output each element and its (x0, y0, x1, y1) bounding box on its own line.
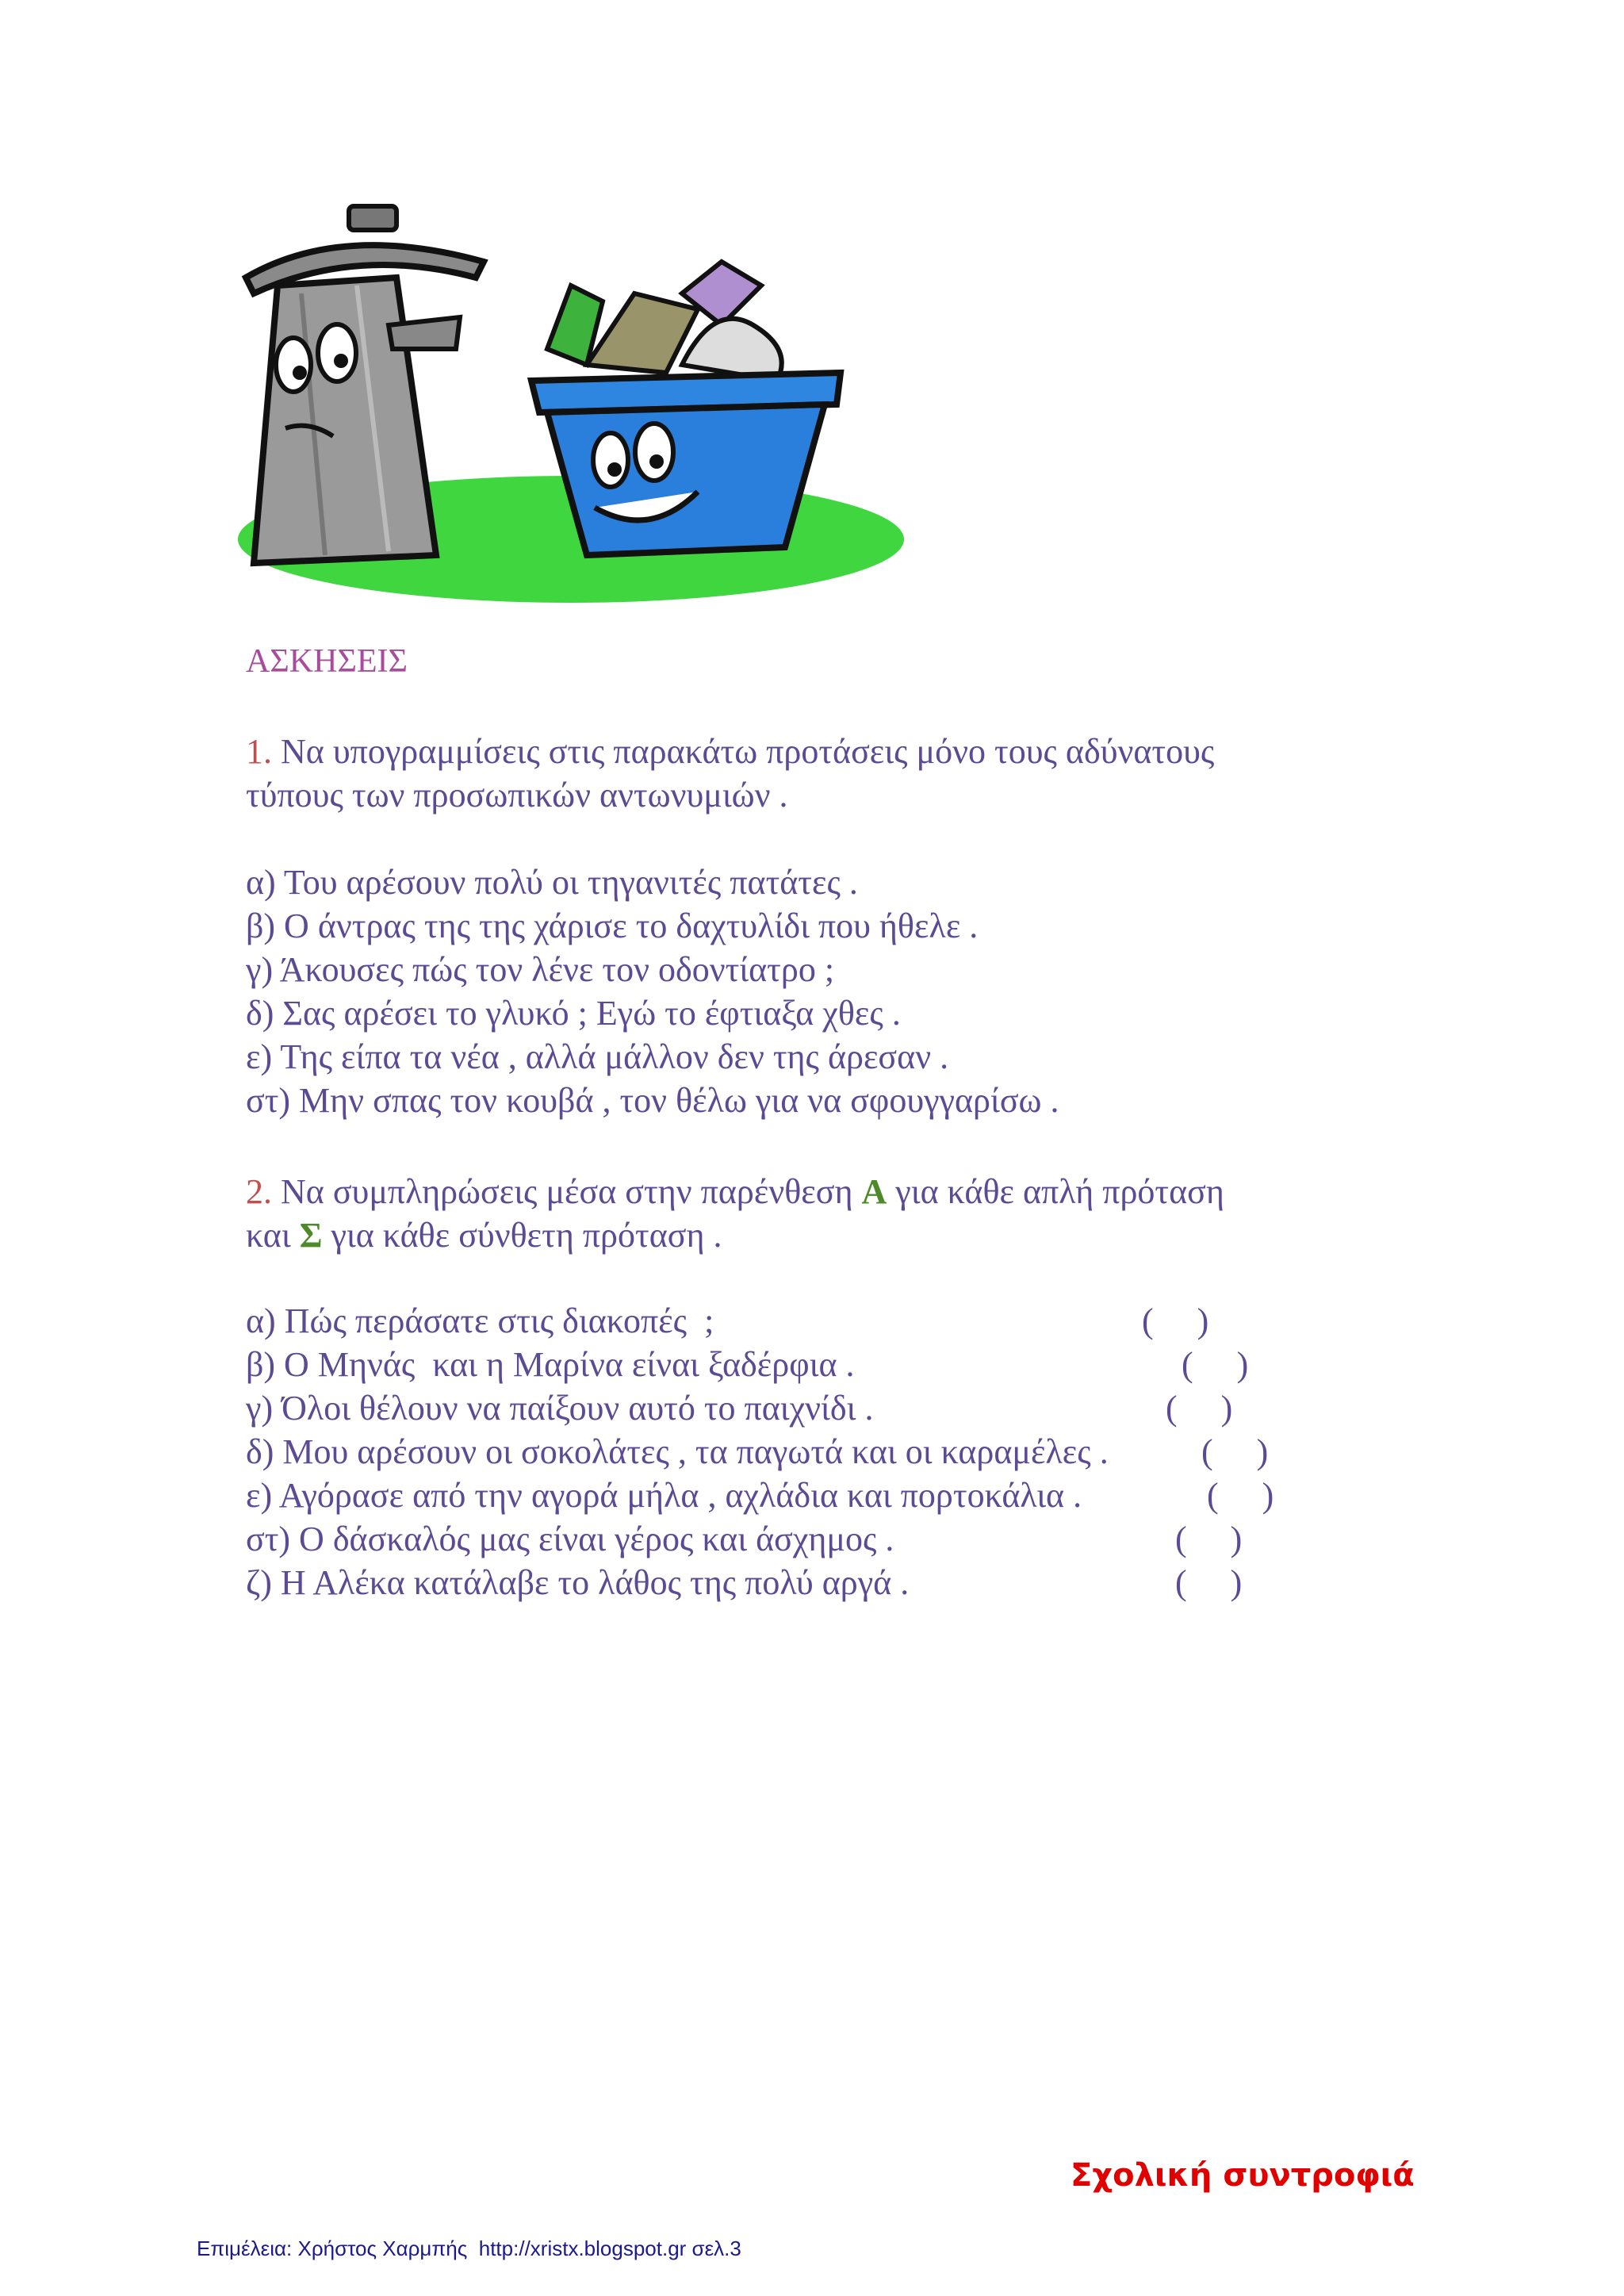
answer-blank[interactable]: ( ) (1175, 1563, 1243, 1602)
exercise2-item: α) Πώς περάσατε στις διακοπές ; (246, 1301, 714, 1340)
exercise2-item: ζ) Η Αλέκα κατάλαβε το λάθος της πολύ αργά . (246, 1563, 910, 1602)
recycling-bin-icon (531, 262, 841, 555)
answer-blank[interactable]: ( ) (1166, 1389, 1233, 1428)
page-footer: Επιμέλεια: Χρήστος Χαρμπής http://xristx.blogspot.gr σελ.3 (197, 2237, 741, 2260)
letter-a: Α (861, 1172, 887, 1211)
exercise1-item: ε) Της είπα τα νέα , αλλά μάλλον δεν της άρεσαν . (246, 1037, 949, 1076)
exercises-heading: ΑΣΚΗΣΕΙΣ (246, 643, 408, 680)
exercise1-item: γ) Άκουσες πώς τον λένε τον οδοντίατρο ; (246, 950, 835, 989)
exercise1-instruction: 1. Να υπογραμμίσεις στις παρακάτω προτάσεις μόνο τους αδύνατους (246, 732, 1215, 771)
exercise1-instruction-line2: τύπους των προσωπικών αντωνυμιών . (246, 776, 788, 815)
exercise1-item: β) Ο άντρας της της χάρισε το δαχτυλίδι που ήθελε . (246, 907, 979, 945)
exercise1-item: δ) Σας αρέσει το γλυκό ; Εγώ το έφτιαξα χθες . (246, 994, 901, 1033)
exercise2-item: β) Ο Μηνάς και η Μαρίνα είναι ξαδέρφια . (246, 1345, 855, 1384)
exercise2-instruction: 2. Να συμπληρώσεις μέσα στην παρένθεση Α για κάθε απλή πρόταση (246, 1172, 1224, 1211)
exercise2-number: 2. (246, 1172, 272, 1211)
exercise2-item: δ) Μου αρέσουν οι σοκολάτες , τα παγωτά και οι καραμέλες . (246, 1432, 1109, 1471)
answer-blank[interactable]: ( ) (1175, 1520, 1243, 1558)
answer-blank[interactable]: ( ) (1207, 1476, 1274, 1515)
answer-blank[interactable]: ( ) (1142, 1301, 1209, 1340)
exercise2-instruction-line2: και Σ για κάθε σύνθετη πρόταση . (246, 1216, 722, 1255)
letter-s: Σ (299, 1216, 323, 1255)
exercise1-item: στ) Μην σπας τον κουβά , τον θέλω για να σφουγγαρίσω . (246, 1081, 1059, 1120)
exercise1-item: α) Του αρέσουν πολύ οι τηγανιτές πατάτες . (246, 863, 858, 902)
exercise2-item: ε) Αγόρασε από την αγορά μήλα , αχλάδια και πορτοκάλια . (246, 1476, 1082, 1515)
recycling-illustration (238, 190, 904, 603)
exercise2-item: γ) Όλοι θέλουν να παίξουν αυτό το παιχνίδι . (246, 1389, 874, 1428)
answer-blank[interactable]: ( ) (1201, 1432, 1269, 1471)
brand-label: Σχολική συντροφιά (1071, 2157, 1415, 2194)
exercise2-item: στ) Ο δάσκαλός μας είναι γέρος και άσχημος . (246, 1520, 894, 1558)
exercise1-number: 1. (246, 732, 272, 771)
answer-blank[interactable]: ( ) (1182, 1345, 1249, 1384)
